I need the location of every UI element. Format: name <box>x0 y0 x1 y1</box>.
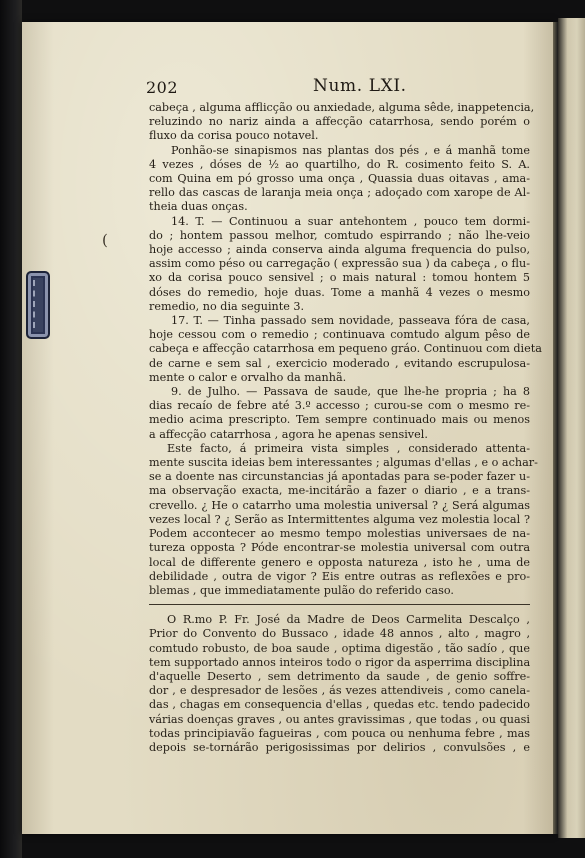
text-line: 9. de Julho. — Passava de saude, que lhe-he propria ; ha 8 <box>171 385 530 399</box>
text-line: Ponhão-se sinapismos nas plantas dos pés , e á manhã tome <box>171 143 530 157</box>
left-binding-edge <box>0 0 22 858</box>
text-line: crevello. ¿ He o catarrho uma molestia universal ? ¿ Será algumas <box>149 498 530 512</box>
text-line: se a doente nas circunstancias já apontadas para se-poder fazer u- <box>149 470 530 484</box>
text-line: hoje cessou com o remedio ; continuava comtudo algum pêso de <box>149 328 530 342</box>
running-head: Num. LXI. <box>313 76 407 96</box>
text-line: ma observação exacta, me-incitárão a fazer o diario , e a trans- <box>149 484 530 498</box>
text-line: várias doenças graves , ou antes gravissimas , que todas , ou quasi <box>149 712 530 726</box>
text-line: depois se-tornárão perigosissimas por delirios , convulsões , e <box>149 740 530 754</box>
text-line: remedio, no dia seguinte 3. <box>149 299 305 313</box>
text-line: todas principiavão fagueiras , com pouca ou nenhuma febre , mas <box>149 726 530 740</box>
text-line: mente suscita ideias bem interessantes ; algumas d'ellas , e o achar- <box>149 456 538 470</box>
text-line: com Quina em pó grosso uma onça , Quassia duas oitavas , ama- <box>149 172 530 186</box>
text-line: Prior do Convento do Bussaco , idade 48 annos , alto , magro , <box>149 627 530 641</box>
text-line: tem supportado annos inteiros todo o rigor da asperrima disciplina <box>149 655 531 669</box>
text-line: do ; hontem passou melhor, comtudo espirrando ; não lhe-veio <box>149 228 530 242</box>
text-line: blemas , que immediatamente pulão do referido caso. <box>149 583 454 597</box>
text-line: reluzindo no nariz ainda a affecção catarrhosa, sendo porém o <box>149 115 530 129</box>
text-line: medio acima prescripto. Tem sempre continuado mais ou menos <box>149 413 530 427</box>
text-line: d'aquelle Deserto , sem detrimento da saude , de genio soffre- <box>149 669 530 683</box>
text-line: local de differente genero e opposta natureza , isto he , uma de <box>149 555 530 569</box>
text-line: hoje accesso ; ainda conserva ainda alguma frequencia do pulso, <box>149 243 530 257</box>
text-line: comtudo robusto, de boa saude , optima digestão , tão sadío , que <box>149 641 530 655</box>
text-line: cabeça , alguma afflicção ou anxiedade, alguma sêde, inappetencia, <box>149 101 535 114</box>
text-line: fluxo da corisa pouco notavel. <box>149 129 319 143</box>
section-divider <box>149 604 530 605</box>
text-line: rello das cascas de laranja meia onça ; adoçado com xarope de Al- <box>149 186 530 200</box>
text-line: tureza opposta ? Póde encontrar-se molestia universal com outra <box>149 541 530 555</box>
text-line: a affecção catarrhosa , agora he apenas sensivel. <box>149 427 428 441</box>
page-text <box>149 101 542 755</box>
text-line: Este facto, á primeira vista simples , considerado attenta- <box>167 441 530 455</box>
text-line: assim como péso ou carregação ( expressão sua ) da cabeça , o flu- <box>149 257 530 271</box>
text-line: dor , e despresador de lesões , ás vezes attendiveis , como canela- <box>149 684 530 698</box>
text-line: das , chagas em consequencia d'ellas , quedas etc. tendo padecido <box>149 698 530 712</box>
text-line: xo da corisa pouco sensivel ; o mais natural : tomou hontem 5 <box>149 271 530 285</box>
text-line: dóses do remedio, hoje duas. Tome a manhã 4 vezes o mesmo <box>149 285 530 299</box>
text-line: de carne e sem sal , exercicio moderado , evitando escrupulosa- <box>149 356 530 370</box>
text-line: O R.mo P. Fr. José da Madre de Deos Carmelita Descalço , <box>167 613 530 627</box>
binder-clip-icon <box>26 271 50 339</box>
text-line: Podem accontecer ao mesmo tempo molestias universaes de na- <box>149 527 530 541</box>
text-line: cabeça e affecção catarrhosa em pequeno gráo. Continuou com dieta <box>149 342 542 356</box>
margin-mark: ( <box>102 231 108 249</box>
page-number: 202 <box>146 78 179 97</box>
text-line: vezes local ? ¿ Serão as Intermittentes alguma vez molestia local ? <box>149 512 530 526</box>
text-line: 17. T. — Tinha passado sem novidade, passeava fóra de casa, <box>171 314 530 328</box>
text-line: theia duas onças. <box>149 200 248 214</box>
text-line: dias recaío de febre até 3.º accesso ; curou-se com o mesmo re- <box>149 399 530 413</box>
text-line: 4 vezes , dóses de ½ ao quartilho, do R. cosimento feito S. A. <box>149 157 530 171</box>
text-line: debilidade , outra de vigor ? Eis entre outras as reflexões e pro- <box>149 569 530 583</box>
next-page-edge <box>558 18 585 838</box>
text-line: 14. T. — Continuou a suar antehontem , pouco tem dormi- <box>171 214 530 228</box>
text-line: mente o calor e orvalho da manhã. <box>149 370 347 384</box>
